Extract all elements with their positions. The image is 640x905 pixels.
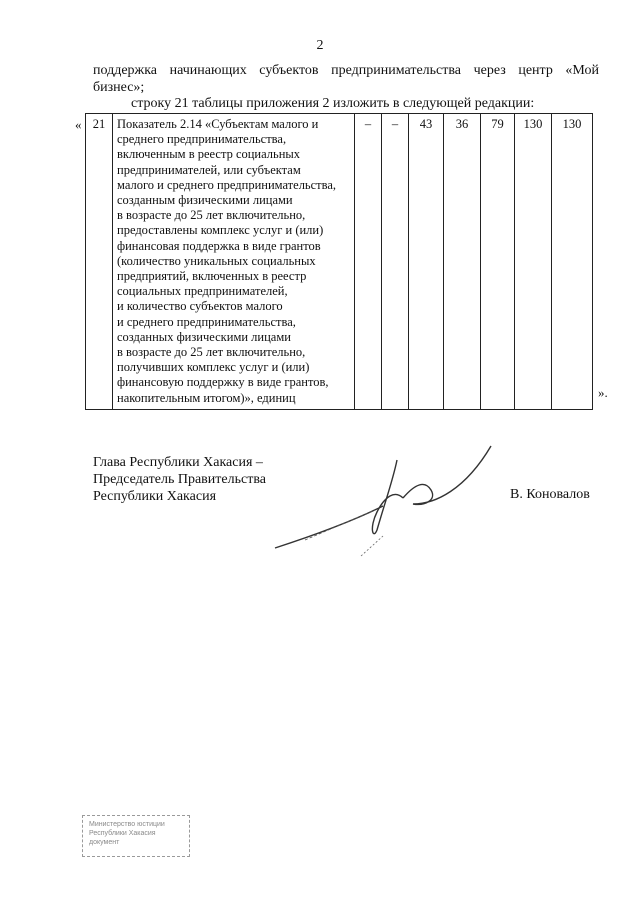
row-description — [113, 114, 355, 410]
value-cell: 79 — [481, 114, 515, 410]
description-line: социальных предпринимателей, — [117, 284, 288, 299]
value-cell: – — [382, 114, 409, 410]
description-line: и количество субъектов малого — [117, 299, 283, 314]
signatory-title-line: Глава Республики Хакасия – — [93, 455, 263, 470]
stamp-line: Министерство юстиции — [89, 821, 165, 828]
signatory-name: В. Коновалов — [510, 487, 590, 502]
description-line: получивших комплекс услуг и (или) — [117, 360, 310, 375]
amendment-table — [85, 113, 593, 410]
description-line: созданных физическими лицами — [117, 329, 291, 344]
value-cell: 130 — [552, 114, 593, 410]
description-line: среднего предпринимательства, — [117, 132, 287, 147]
description-line: малого и среднего предпринимательства, — [117, 177, 337, 192]
description-line: включенным в реестр социальных — [117, 147, 301, 162]
description-line: предприятий, включенных в реестр — [117, 269, 307, 284]
description-line: предоставлены комплекс услуг и (или) — [117, 223, 324, 238]
signatory-title-line: Республики Хакасия — [93, 489, 217, 504]
intro-line-2: бизнес»; — [93, 80, 145, 95]
description-line: Показатель 2.14 «Субъектам малого и — [117, 117, 319, 131]
closing-quote: ». — [598, 385, 608, 400]
description-line: в возрасте до 25 лет включительно, — [117, 208, 306, 223]
value-cell: – — [355, 114, 382, 410]
description-line: и среднего предпринимательства, — [117, 314, 296, 329]
value-cell: 130 — [515, 114, 552, 410]
opening-quote: « — [75, 117, 82, 132]
table-row — [86, 114, 593, 410]
description-line: финансовую поддержку в виде грантов, — [117, 375, 329, 390]
intro-line-1: поддержка начинающих субъектов предпринимательства через центр «Мой — [93, 63, 599, 78]
description-line: финансовая поддержка в виде грантов — [117, 238, 321, 253]
intro-line-3: строку 21 таблицы приложения 2 изложить в следующей редакции: — [131, 96, 535, 111]
stamp-line: Республики Хакасия — [89, 830, 156, 837]
signatory-title-line: Председатель Правительства — [93, 472, 266, 487]
page-number: 2 — [316, 38, 324, 53]
description-line: предпринимателей, или субъектам — [117, 162, 301, 177]
description-line: созданным физическими лицами — [117, 193, 293, 208]
description-line: накопительным итогом)», единиц — [117, 390, 296, 405]
value-cell: 36 — [444, 114, 481, 410]
description-line: в возрасте до 25 лет включительно, — [117, 345, 306, 360]
registration-stamp — [82, 815, 190, 857]
handwritten-signature — [265, 440, 495, 560]
stamp-line: документ — [89, 839, 120, 846]
value-cell: 43 — [409, 114, 444, 410]
signatory-title — [93, 454, 266, 505]
description-line: (количество уникальных социальных — [117, 253, 316, 268]
row-number: 21 — [86, 114, 113, 410]
